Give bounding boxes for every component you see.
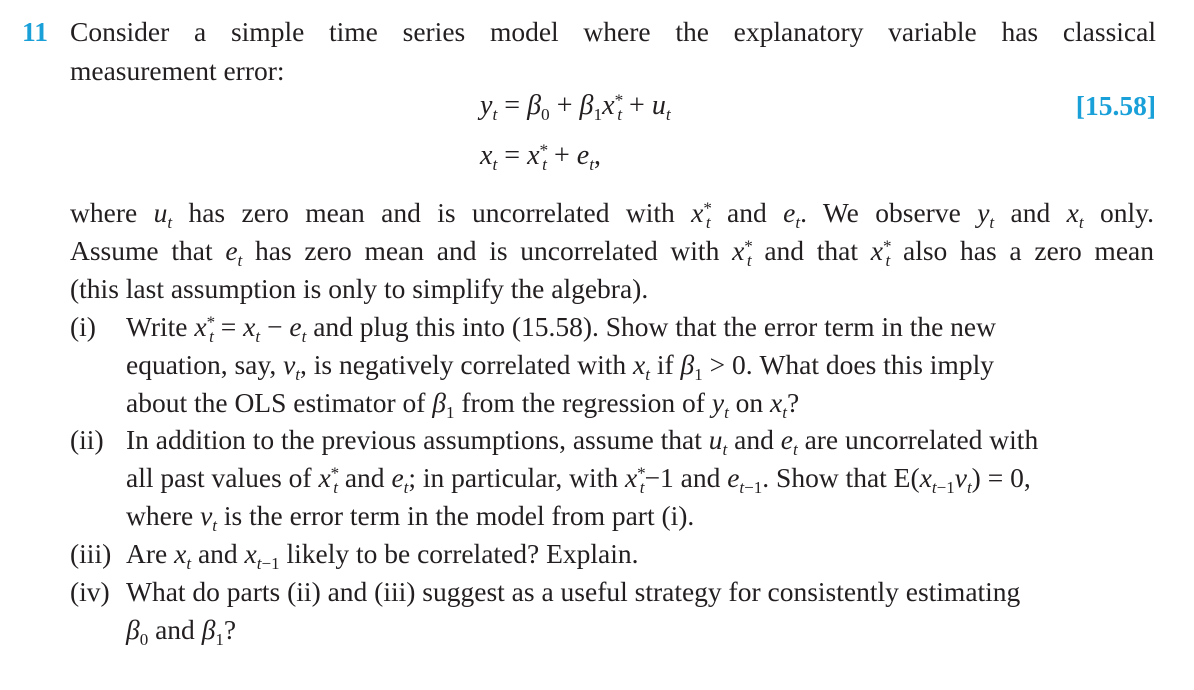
body-line-1: where $u_t$ has zero mean and is uncorrelated with $x^*_t$ and $e_t$. We observe $y_t$ and $x_t$ only.: [70, 197, 1154, 232]
part-ii-line-2: all past values of $x^*_t$ and $e_t$; in particular, with $x^*_t-1$ and $e_{t-1}$. Show that $E(x_{t-1}v_t) = 0$,: [126, 462, 1031, 497]
part-iii-line-1: Are $x_t$ and $x_{t-1}$ likely to be correlated? Explain.: [126, 538, 639, 573]
body-line-3: (this last assumption is only to simplify the algebra).: [70, 273, 649, 304]
part-iv-line-2: $\beta_0$ and $\beta_1$?: [126, 614, 237, 649]
intro-line-2: measurement error:: [70, 55, 285, 86]
equation-number: [15.58]: [1075, 90, 1156, 121]
body-line-2: Assume that $e_t$ has zero mean and is uncorrelated with $x^*_t$ and that $x^*_t$ also has a zero mean: [70, 235, 1154, 270]
equation-1: $y_t = \beta_0 + \beta_1x^*_t + u_t$: [480, 90, 671, 125]
part-iv-line-1: What do parts (ii) and (iii) suggest as a useful strategy for consistently estimating: [126, 576, 1021, 607]
equation-2: $x_t = x^*_t + e_t$,: [480, 140, 602, 175]
part-label-iii: (iii): [70, 538, 112, 569]
part-i-line-3: about the OLS estimator of $\beta_1$ from the regression of $y_t$ on $x_t$?: [126, 387, 800, 422]
part-ii-line-3: where $v_t$ is the error term in the model from part (i).: [126, 500, 695, 535]
intro-line-1: Consider a simple time series model where the explanatory variable has classical: [70, 16, 1156, 47]
part-i-line-1: Write $x^*_t = x_t - e_t$ and plug this into (15.58). Show that the error term in the new: [126, 311, 996, 346]
part-ii-line-1: In addition to the previous assumptions, assume that $u_t$ and $e_t$ are uncorrelated with: [126, 424, 1039, 459]
part-label-i: (i): [70, 311, 96, 342]
part-label-ii: (ii): [70, 424, 104, 455]
problem-number: 11: [22, 16, 48, 47]
part-i-line-2: equation, say, $v_t$, is negatively correlated with $x_t$ if $\beta_1 > 0$. What does this imply: [126, 349, 994, 384]
part-label-iv: (iv): [70, 576, 110, 607]
